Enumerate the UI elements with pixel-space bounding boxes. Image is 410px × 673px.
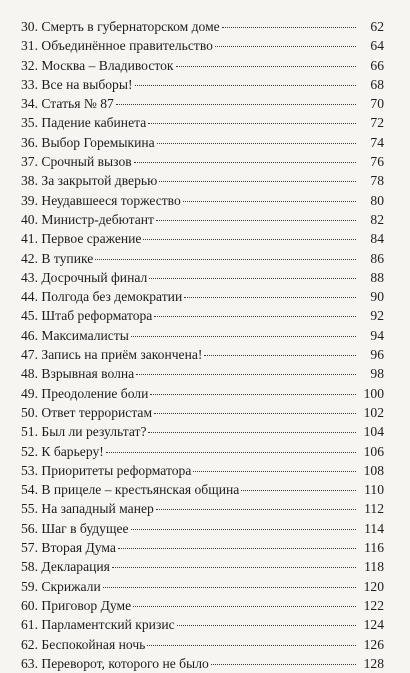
dot-leader bbox=[147, 645, 356, 646]
toc-entry-title: 60. Приговор Думе bbox=[21, 597, 132, 613]
toc-entry-title: 45. Штаб реформатора bbox=[21, 308, 153, 324]
toc-entry bbox=[21, 152, 384, 171]
dot-leader bbox=[184, 297, 356, 298]
toc-entry-title: 62. Беспокойная ночь bbox=[21, 636, 146, 652]
toc-entry bbox=[21, 287, 384, 306]
dot-leader bbox=[154, 316, 356, 317]
toc-entry-page-number: 68 bbox=[370, 76, 384, 92]
dot-leader bbox=[133, 606, 356, 607]
toc-entry bbox=[21, 480, 384, 499]
dot-leader bbox=[135, 85, 356, 86]
dot-leader bbox=[159, 181, 356, 182]
dot-leader bbox=[222, 27, 356, 28]
toc-entry-title: 48. Взрывная волна bbox=[21, 366, 135, 382]
toc-entry bbox=[21, 36, 384, 55]
toc-entry-page-number: 72 bbox=[370, 115, 384, 131]
toc-entry bbox=[21, 461, 384, 480]
dot-leader bbox=[143, 239, 356, 240]
toc-entry-title: 32. Москва – Владивосток bbox=[21, 57, 174, 73]
toc-entry bbox=[21, 519, 384, 538]
toc-entry-title: 47. Запись на приём закончена! bbox=[21, 347, 203, 363]
toc-entry bbox=[21, 17, 384, 36]
dot-leader bbox=[148, 123, 356, 124]
toc-entry bbox=[21, 75, 384, 94]
dot-leader bbox=[177, 625, 356, 626]
toc-entry-page-number: 80 bbox=[370, 192, 384, 208]
toc-entry-page-number: 108 bbox=[363, 462, 384, 478]
toc-entry-page-number: 92 bbox=[370, 308, 384, 324]
toc-entry bbox=[21, 384, 384, 403]
dot-leader bbox=[156, 220, 356, 221]
toc-entry-page-number: 76 bbox=[370, 154, 384, 170]
toc-entry-page-number: 106 bbox=[363, 443, 384, 459]
toc-entry bbox=[21, 596, 384, 615]
toc-entry-title: 57. Вторая Дума bbox=[21, 540, 116, 556]
toc-entry bbox=[21, 577, 384, 596]
dot-leader bbox=[148, 432, 356, 433]
toc-entry-title: 35. Падение кабинета bbox=[21, 115, 147, 131]
dot-leader bbox=[154, 413, 356, 414]
dot-leader bbox=[131, 336, 356, 337]
table-of-contents bbox=[21, 17, 384, 673]
toc-entry-title: 51. Был ли результат? bbox=[21, 424, 147, 440]
toc-entry-page-number: 128 bbox=[363, 655, 384, 671]
toc-entry-page-number: 84 bbox=[370, 231, 384, 247]
toc-entry-title: 38. За закрытой дверью bbox=[21, 173, 158, 189]
toc-entry-page-number: 86 bbox=[370, 250, 384, 266]
dot-leader bbox=[106, 452, 356, 453]
toc-entry-page-number: 98 bbox=[370, 366, 384, 382]
toc-entry-page-number: 110 bbox=[364, 482, 384, 498]
toc-entry-page-number: 100 bbox=[363, 385, 384, 401]
toc-entry bbox=[21, 364, 384, 383]
toc-entry bbox=[21, 403, 384, 422]
toc-entry bbox=[21, 538, 384, 557]
toc-entry-title: 43. Досрочный финал bbox=[21, 269, 148, 285]
toc-entry-title: 53. Приоритеты реформатора bbox=[21, 462, 192, 478]
toc-entry bbox=[21, 229, 384, 248]
toc-entry-title: 52. К барьеру! bbox=[21, 443, 104, 459]
toc-entry bbox=[21, 171, 384, 190]
toc-entry-title: 50. Ответ террористам bbox=[21, 404, 153, 420]
dot-leader bbox=[193, 471, 356, 472]
dot-leader bbox=[241, 490, 356, 491]
toc-entry-page-number: 88 bbox=[370, 269, 384, 285]
toc-entry bbox=[21, 326, 384, 345]
toc-entry-page-number: 114 bbox=[364, 520, 384, 536]
toc-entry-title: 31. Объединённое правительство bbox=[21, 38, 213, 54]
toc-entry-page-number: 82 bbox=[370, 211, 384, 227]
toc-entry-title: 33. Все на выборы! bbox=[21, 76, 133, 92]
toc-entry bbox=[21, 654, 384, 673]
toc-entry bbox=[21, 557, 384, 576]
toc-entry-page-number: 70 bbox=[370, 96, 384, 112]
toc-entry-title: 61. Парламентский кризис bbox=[21, 617, 175, 633]
toc-entry-title: 44. Полгода без демократии bbox=[21, 289, 183, 305]
toc-entry bbox=[21, 249, 384, 268]
toc-entry-title: 46. Максималисты bbox=[21, 327, 129, 343]
dot-leader bbox=[183, 201, 356, 202]
toc-entry-page-number: 124 bbox=[363, 617, 384, 633]
dot-leader bbox=[118, 548, 356, 549]
toc-entry-page-number: 94 bbox=[370, 327, 384, 343]
dot-leader bbox=[176, 66, 356, 67]
toc-entry-page-number: 90 bbox=[370, 289, 384, 305]
toc-entry-page-number: 122 bbox=[363, 597, 384, 613]
toc-entry-page-number: 66 bbox=[370, 57, 384, 73]
dot-leader bbox=[204, 355, 356, 356]
toc-entry-title: 36. Выбор Горемыкина bbox=[21, 134, 155, 150]
toc-entry-page-number: 120 bbox=[363, 578, 384, 594]
toc-entry-page-number: 64 bbox=[370, 38, 384, 54]
dot-leader bbox=[157, 143, 356, 144]
toc-entry-page-number: 112 bbox=[364, 501, 384, 517]
toc-entry bbox=[21, 268, 384, 287]
toc-entry-title: 37. Срочный вызов bbox=[21, 154, 132, 170]
dot-leader bbox=[149, 278, 356, 279]
dot-leader bbox=[112, 567, 356, 568]
dot-leader bbox=[211, 664, 356, 665]
toc-entry bbox=[21, 133, 384, 152]
dot-leader bbox=[116, 104, 356, 105]
toc-entry bbox=[21, 635, 384, 654]
toc-entry bbox=[21, 94, 384, 113]
toc-entry-title: 39. Неудавшееся торжество bbox=[21, 192, 181, 208]
toc-entry bbox=[21, 56, 384, 75]
toc-entry bbox=[21, 499, 384, 518]
toc-entry-page-number: 118 bbox=[364, 559, 384, 575]
dot-leader bbox=[103, 587, 356, 588]
toc-entry bbox=[21, 306, 384, 325]
toc-entry-title: 54. В прицеле – крестьянская община bbox=[21, 482, 240, 498]
toc-entry bbox=[21, 422, 384, 441]
dot-leader bbox=[134, 162, 356, 163]
toc-entry-title: 34. Статья № 87 bbox=[21, 96, 114, 112]
toc-entry bbox=[21, 210, 384, 229]
toc-entry-page-number: 62 bbox=[370, 19, 384, 34]
toc-entry-title: 63. Переворот, которого не было bbox=[21, 655, 209, 671]
toc-entry-title: 59. Скрижали bbox=[21, 578, 101, 594]
toc-entry-title: 58. Декларация bbox=[21, 559, 110, 575]
toc-entry bbox=[21, 442, 384, 461]
toc-entry-title: 56. Шаг в будущее bbox=[21, 520, 129, 536]
dot-leader bbox=[131, 529, 356, 530]
toc-entry-title: 42. В тупике bbox=[21, 250, 94, 266]
toc-entry-page-number: 126 bbox=[363, 636, 384, 652]
toc-entry-page-number: 74 bbox=[370, 134, 384, 150]
dot-leader bbox=[215, 46, 356, 47]
toc-entry-page-number: 116 bbox=[364, 540, 384, 556]
toc-entry bbox=[21, 191, 384, 210]
toc-entry-title: 49. Преодоление боли bbox=[21, 385, 149, 401]
toc-entry bbox=[21, 113, 384, 132]
toc-entry-title: 41. Первое сражение bbox=[21, 231, 142, 247]
dot-leader bbox=[136, 374, 356, 375]
toc-entry-title: 30. Смерть в губернаторском доме bbox=[21, 19, 220, 34]
dot-leader bbox=[150, 394, 356, 395]
toc-entry-page-number: 78 bbox=[370, 173, 384, 189]
dot-leader bbox=[95, 259, 356, 260]
toc-entry-page-number: 102 bbox=[363, 404, 384, 420]
toc-entry-title: 40. Министр-дебютант bbox=[21, 211, 154, 227]
toc-entry-page-number: 104 bbox=[363, 424, 384, 440]
toc-entry-page-number: 96 bbox=[370, 347, 384, 363]
toc-entry bbox=[21, 345, 384, 364]
dot-leader bbox=[156, 509, 356, 510]
toc-entry bbox=[21, 615, 384, 634]
toc-entry-title: 55. На западный манер bbox=[21, 501, 154, 517]
